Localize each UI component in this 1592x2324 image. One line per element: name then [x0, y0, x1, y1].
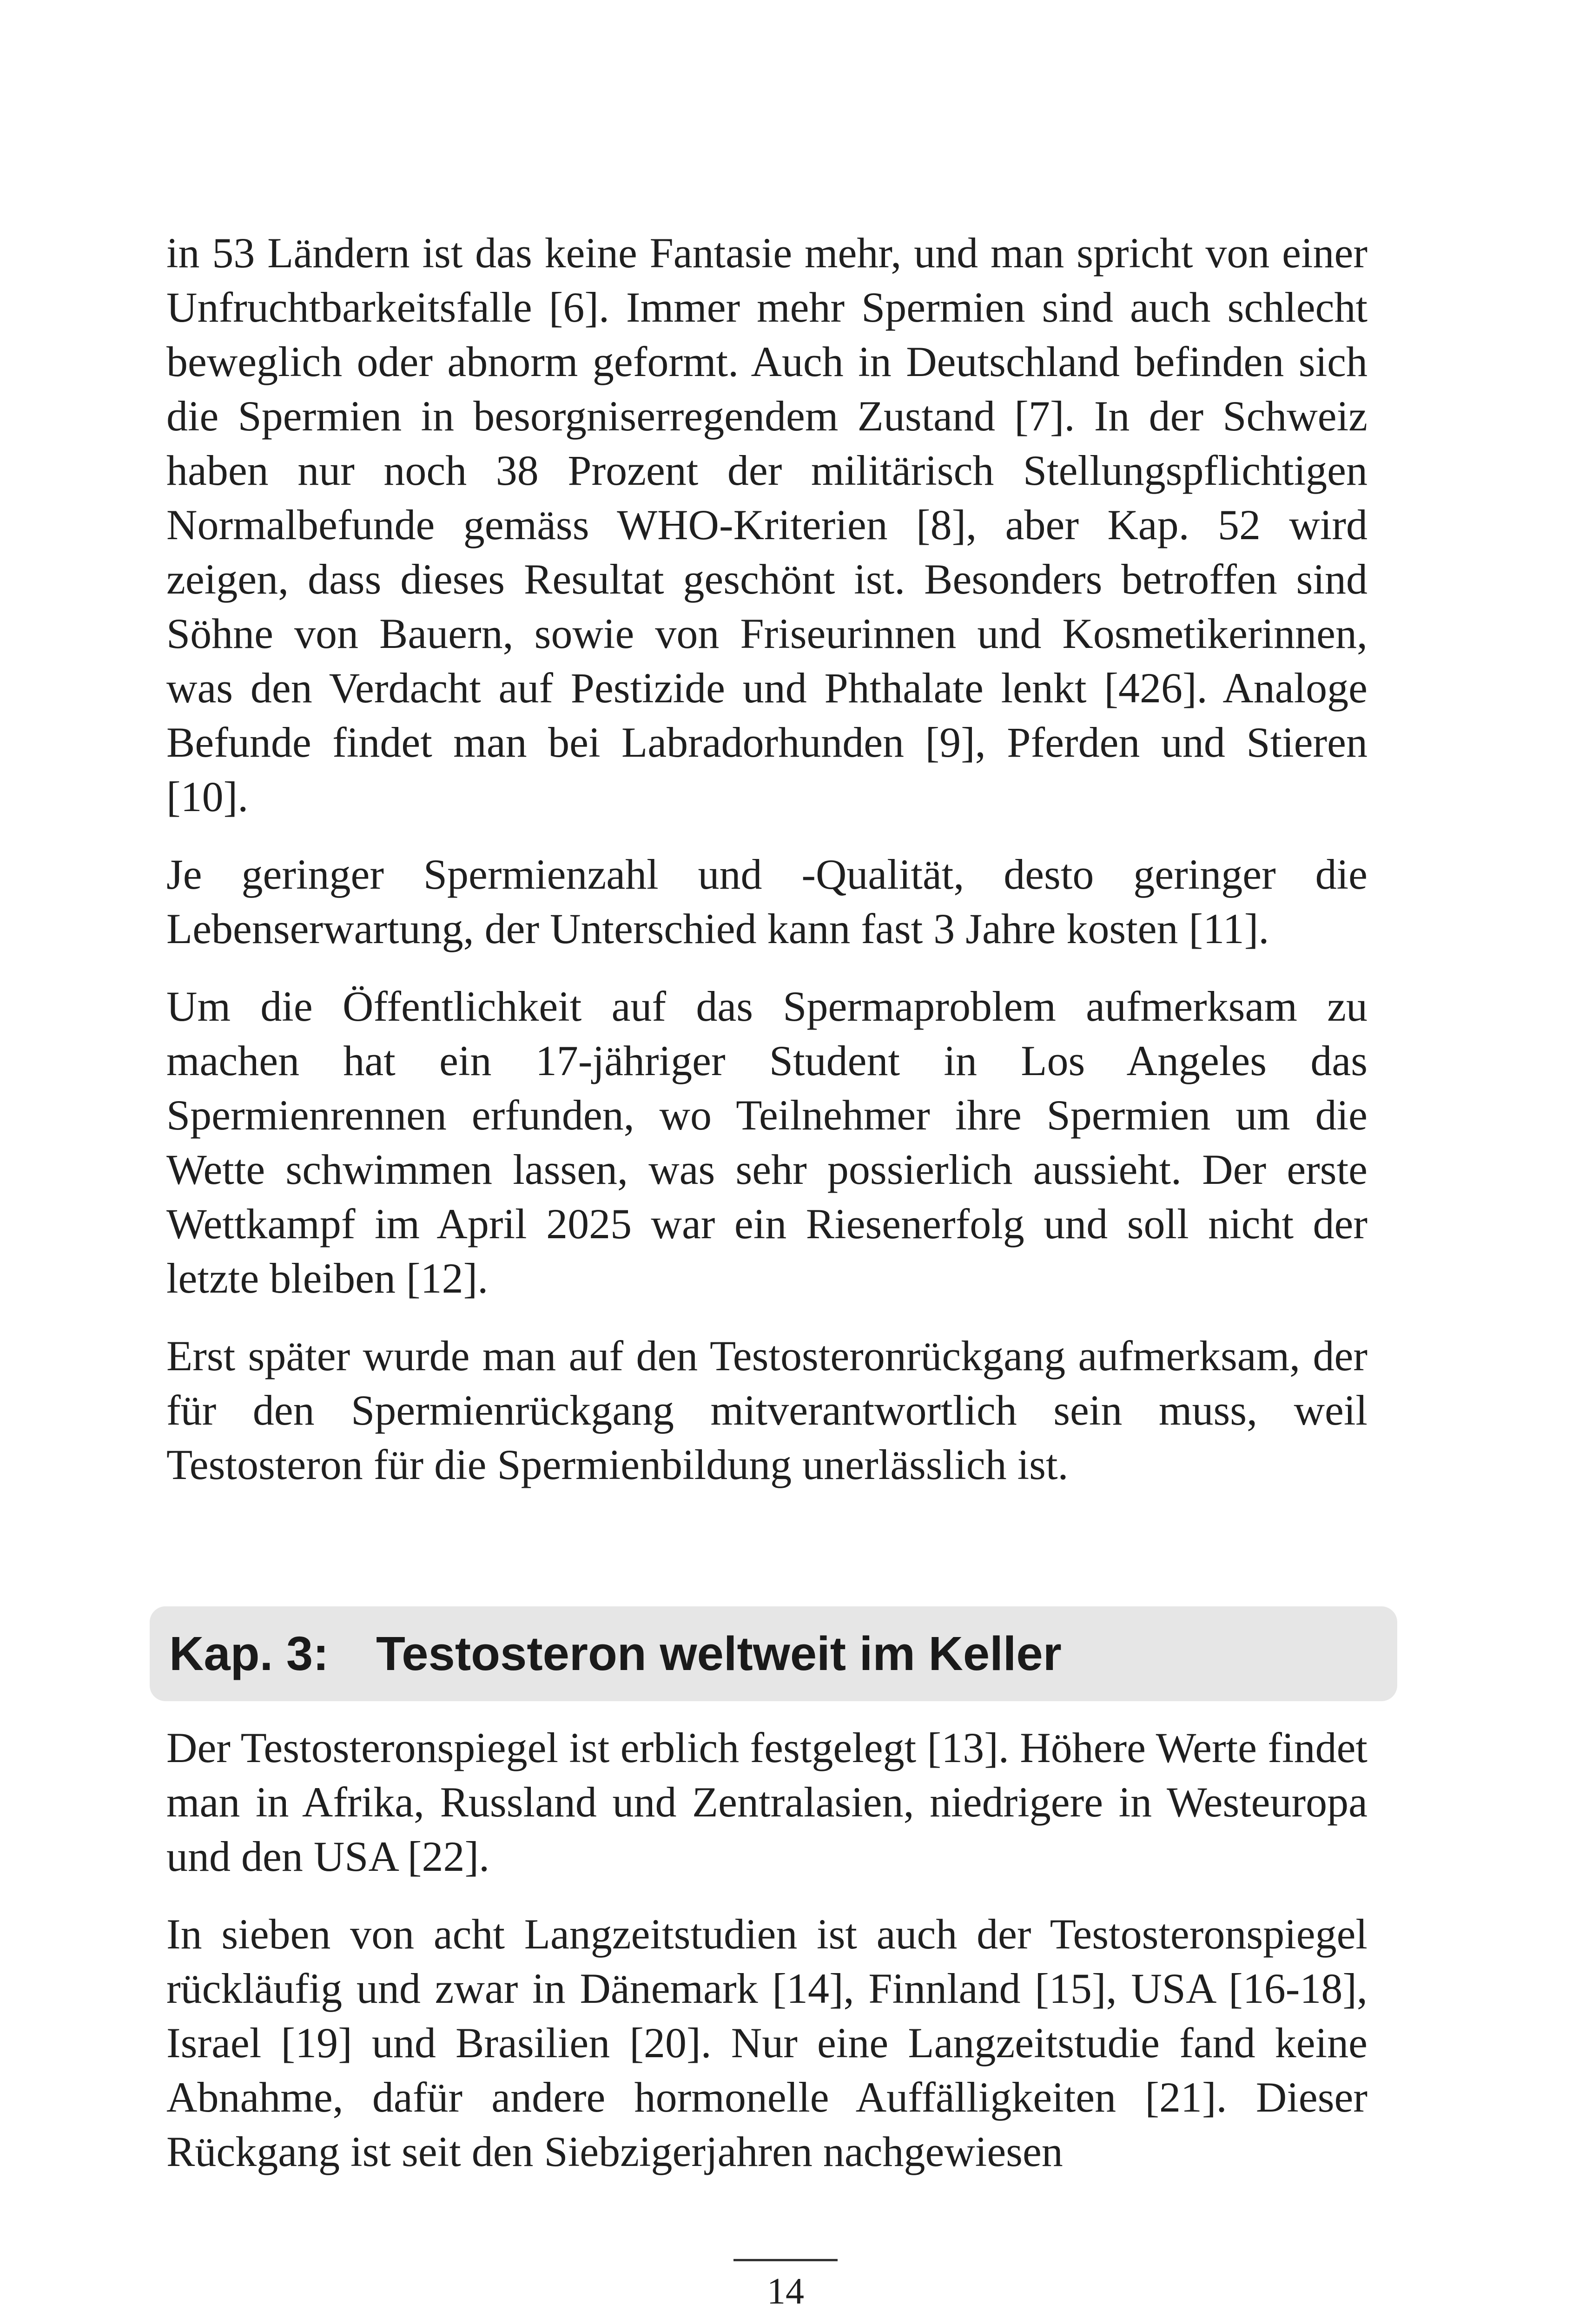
page-number: 14: [767, 2271, 804, 2312]
body-text-bottom: [166, 1721, 1367, 2202]
paragraph: Erst später wurde man auf den Testosteronrückgang aufmerksam, der für den Spermienrückgang mitverantwortlich sein muss, weil Testosteron für die Spermienbildung unerlässlich ist.: [166, 1332, 1367, 1488]
chapter-title: Testosteron weltweit im Keller: [376, 1627, 1062, 1680]
chapter-heading: [150, 1606, 1397, 1701]
paragraph: Je geringer Spermienzahl und -Qualität, desto geringer die Lebenserwartung, der Unterschied kann fast 3 Jahre kosten [11].: [166, 851, 1367, 952]
paragraph: in 53 Ländern ist das keine Fantasie mehr, und man spricht von einer Unfruchtbarkeitsfalle [6]. Immer mehr Spermien sind auch schlecht beweglich oder abnorm geformt. Auch in Deutschland befinden sich die Spermien in besorgniserregendem Zustand [7]. In der Schweiz haben nur noch 38 Prozent der militärisch Stellungspflichtigen Normalbefunde gemäss WHO-Kriterien [8], aber Kap. 52 wird zeigen, dass dieses Resultat geschönt ist. Besonders betroffen sind Söhne von Bauern, sowie von Friseurinnen und Kosmetikerinnen, was den Verdacht auf Pestizide und Phthalate lenkt [426]. Analoge Befunde findet man bei Labradorhunden [9], Pferden und Stieren [10].: [166, 229, 1367, 820]
chapter-number: Kap. 3:: [169, 1627, 329, 1680]
footer-divider: [733, 2259, 838, 2261]
body-text-top: [166, 226, 1367, 1515]
paragraph: Der Testosteronspiegel ist erblich festgelegt [13]. Höhere Werte findet man in Afrika, Russland und Zentralasien, niedrigere in Westeuropa und den USA [22].: [166, 1724, 1367, 1880]
paragraph: In sieben von acht Langzeitstudien ist auch der Testosteronspiegel rückläufig und zwar in Dänemark [14], Finnland [15], USA [16-18], Israel [19] und Brasilien [20]. Nur eine Langzeitstudie fand keine Abnahme, dafür andere hormonelle Auffälligkeiten [21]. Dieser Rückgang ist seit den Siebzigerjahren nachgewiesen: [166, 1910, 1367, 2175]
paragraph: Um die Öffentlichkeit auf das Spermaproblem aufmerksam zu machen hat ein 17-jähriger Student in Los Angeles das Spermienrennen erfunden, wo Teilnehmer ihre Spermien um die Wette schwimmen lassen, was sehr possierlich aussieht. Der erste Wettkampf im April 2025 war ein Riesenerfolg und soll nicht der letzte bleiben [12].: [166, 983, 1367, 1302]
